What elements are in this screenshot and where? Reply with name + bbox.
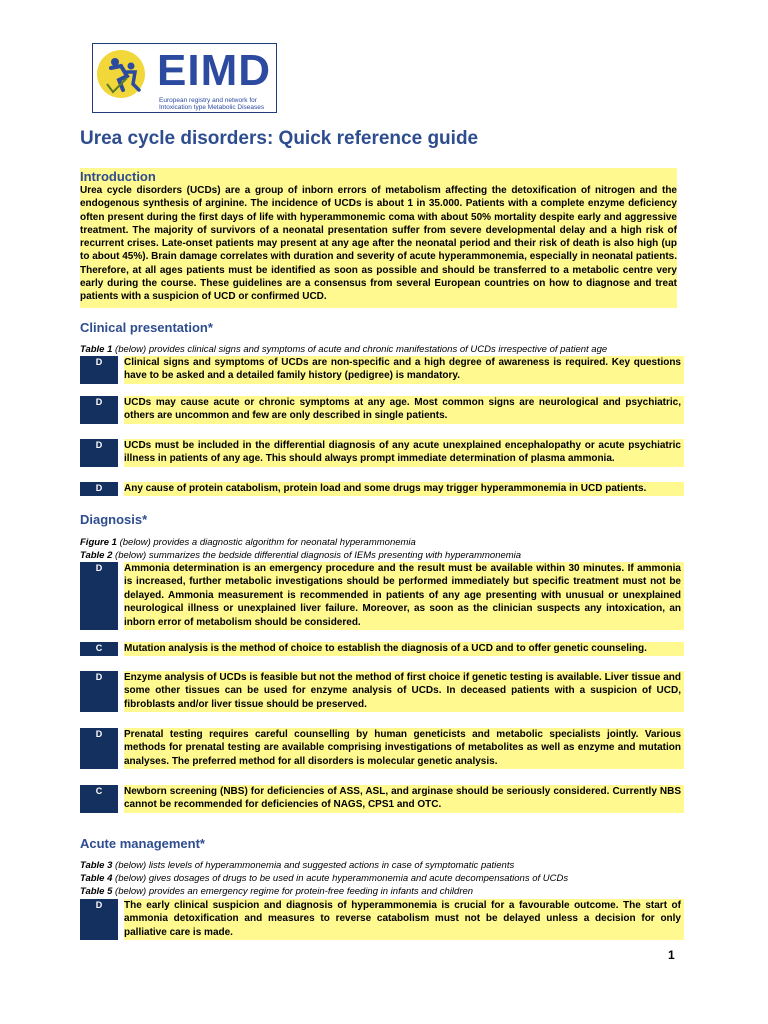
recommendation-text: Ammonia determination is an emergency procedure and the result must be available within 30 minutes. If ammonia is increased, further metabolic investigations should be performed immediately but specific treatment must not be delayed. Ammonia measurement is recommended in patients of any age presenting with unusual or unexplained neurological illness or unexplained liver failure. Moreover, as soon as the clinician suspects any intoxication, an inborn error of metabolism should be considered. (124, 562, 684, 630)
recommendation-row (80, 439, 684, 467)
acute-caption: Table 5 (below) provides an emergency regime for protein-free feeding in infants and children (80, 886, 474, 897)
logo-wordmark: EIMD (157, 46, 271, 95)
recommendation-row (80, 671, 684, 712)
grade-badge: D (80, 482, 118, 496)
logo-emblem (97, 50, 145, 98)
recommendation-row (80, 785, 684, 813)
recommendation-text: Any cause of protein catabolism, protein load and some drugs may trigger hyperammonemia in UCD patients. (124, 482, 684, 496)
recommendation-row (80, 728, 684, 769)
grade-badge: D (80, 562, 118, 630)
page-title: Urea cycle disorders: Quick reference guide (80, 128, 479, 149)
grade-badge: C (80, 642, 118, 656)
logo-subtitle: European registry and network for Intoxication type Metabolic Diseases (159, 97, 265, 111)
recommendation-text: Mutation analysis is the method of choice to establish the diagnosis of a UCD and to offer genetic counseling. (124, 642, 684, 656)
grade-badge: C (80, 785, 118, 813)
grade-badge: D (80, 396, 118, 424)
recommendation-text: Enzyme analysis of UCDs is feasible but not the method of first choice if genetic testing is available. Liver tissue and some other tissues can be used for enzyme analysis of UCDs. In deceased patients with a suspicion of UCD, fibroblasts and/or liver tissue should be preserved. (124, 671, 684, 712)
grade-badge: D (80, 439, 118, 467)
recommendation-text: UCDs must be included in the differential diagnosis of any acute unexplained encephalopathy or acute psychiatric illness in patients of any age. This should always prompt immediate determination of plasma ammonia. (124, 439, 684, 467)
diagnosis-heading: Diagnosis* (80, 512, 148, 527)
recommendation-row (80, 396, 684, 424)
diagnosis-caption: Figure 1 (below) provides a diagnostic algorithm for neonatal hyperammonemia (80, 537, 416, 548)
acute-heading: Acute management* (80, 836, 205, 851)
clinical-heading: Clinical presentation* (80, 320, 213, 335)
eimd-logo (92, 43, 277, 113)
grade-badge: D (80, 356, 118, 384)
recommendation-row (80, 356, 684, 384)
grade-badge: D (80, 899, 118, 940)
recommendation-text: UCDs may cause acute or chronic symptoms at any age. Most common signs are neurological and psychiatric, others are uncommon and few are only described in single patients. (124, 396, 684, 424)
recommendation-text: Prenatal testing requires careful counselling by human geneticists and metabolic specialists jointly. Various methods for prenatal testing are available comprising investigations of metabolites as well as enzyme and mutation analyses. The preferred method for all disorders is molecular genetic analysis. (124, 728, 684, 769)
recommendation-text: Newborn screening (NBS) for deficiencies of ASS, ASL, and arginase should be seriously considered. Currently NBS cannot be recommended for deficiencies of NAGS, CPS1 and OTC. (124, 785, 684, 813)
acute-caption: Table 4 (below) gives dosages of drugs to be used in acute hyperammonemia and acute decompensations of UCDs (80, 873, 569, 884)
introduction-text: Urea cycle disorders (UCDs) are a group of inborn errors of metabolism affecting the detoxification of nitrogen and the endogenous synthesis of arginine. The incidence of UCDs is about 1 in 35.000. Patients with a complete enzyme deficiency often present during the first days of life with hyperammonemic coma with about 50% mortality despite early and aggressive treatment. The majority of survivors of a neonatal presentation suffer from severe developmental delay and a high risk of recurrent crises. Late-onset patients may present at any age after the neonatal period and their risk of death is also high (up to about 45%). Brain damage correlates with duration and severity of acute hyperammonemia, especially in neonatal patients. Therefore, at all ages patients must be identified as soon as possible and should be transferred to a metabolic centre very early during the course. These guidelines are a consensus from several European countries on how to diagnose and treat patients with a suspicion of UCD or confirmed UCD. (80, 185, 677, 303)
recommendation-row (80, 482, 684, 496)
acute-caption: Table 3 (below) lists levels of hyperammonemia and suggested actions in case of symptomatic patients (80, 860, 515, 871)
clinical-caption: Table 1 (below) provides clinical signs and symptoms of acute and chronic manifestations of UCDs irrespective of patient age (80, 344, 608, 355)
page-number: 1 (668, 948, 675, 962)
introduction-block (80, 168, 677, 308)
recommendation-row (80, 642, 684, 656)
recommendation-row (80, 899, 684, 940)
grade-badge: D (80, 671, 118, 712)
recommendation-text: Clinical signs and symptoms of UCDs are non-specific and a high degree of awareness is required. Key questions have to be asked and a detailed family history (pedigree) is mandatory. (124, 356, 684, 384)
recommendation-text: The early clinical suspicion and diagnosis of hyperammonemia is crucial for a favourable outcome. The start of ammonia detoxification and measures to reverse catabolism must not be delayed unless a decision for only palliative care is made. (124, 899, 684, 940)
introduction-heading: Introduction (80, 169, 156, 184)
recommendation-row (80, 562, 684, 630)
grade-badge: D (80, 728, 118, 769)
diagnosis-caption: Table 2 (below) summarizes the bedside differential diagnosis of IEMs presenting with hyperammonemia (80, 550, 522, 561)
